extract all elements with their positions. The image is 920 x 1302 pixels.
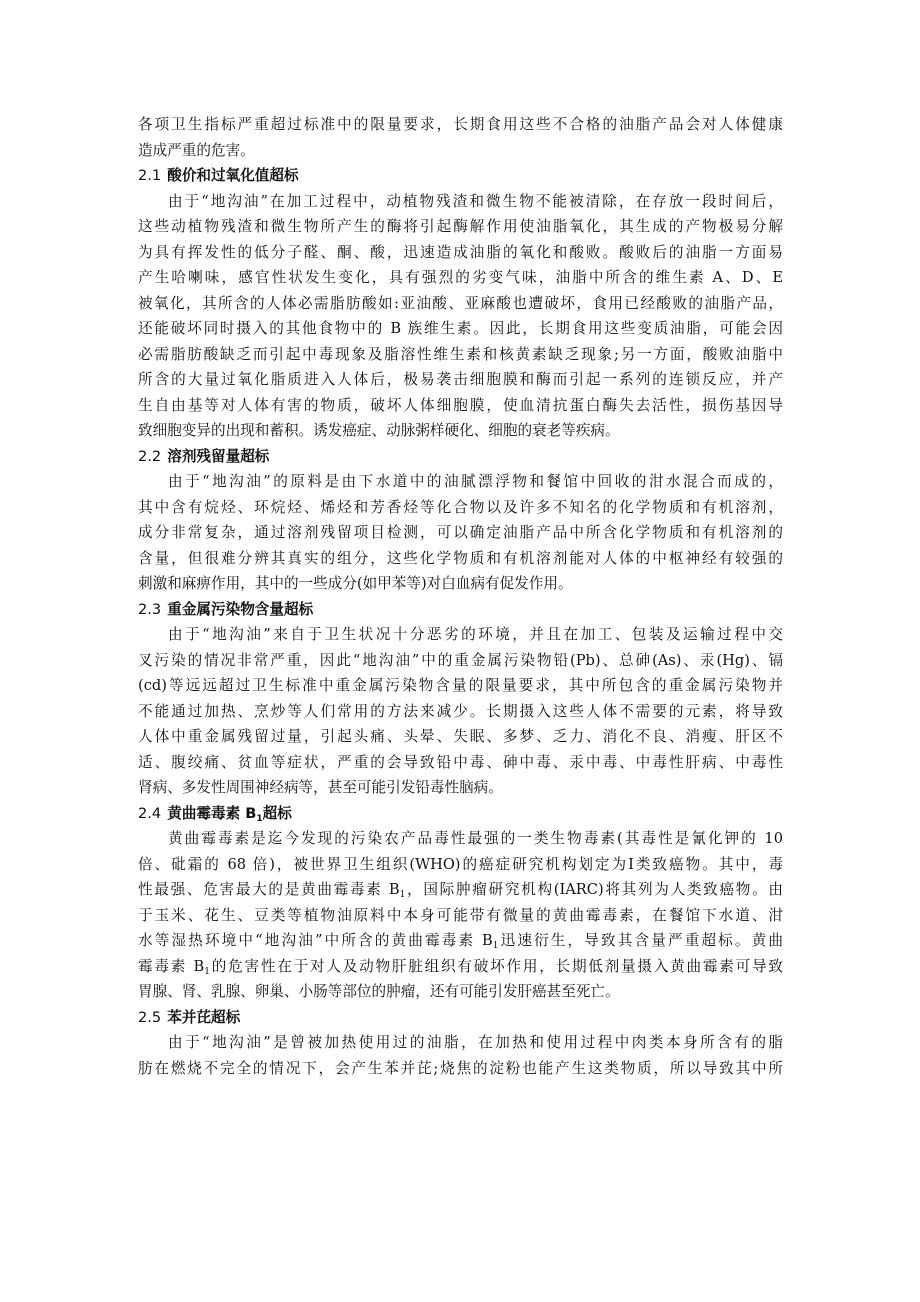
section-heading-2-1 bbox=[138, 163, 783, 189]
section-title: 溶剂残留量超标 bbox=[167, 447, 270, 465]
body-line: 产生哈喇味，感官性状发生变化，具有强烈的劣变气味，油脂中所含的维生素 A、D、E bbox=[138, 269, 783, 286]
body-line bbox=[138, 877, 783, 903]
body-line: 致细胞变异的出现和蓄积。诱发癌症、动脉粥样硬化、细胞的衰老等疾病。 bbox=[138, 422, 620, 439]
section-number: 2.2 bbox=[138, 447, 162, 465]
subscript: 1 bbox=[204, 966, 210, 977]
body-line: 含量，但很难分辨其真实的组分，这些化学物质和有机溶剂能对人体的中枢神经有较强的 bbox=[138, 549, 783, 567]
body-line: 生自由基等对人体有害的物质，破坏人体细胞膜，使血清抗蛋白酶失去活性，损伤基因导 bbox=[138, 396, 783, 414]
body-line: 人体中重金属残留过量，引起头痛、头晕、失眠、多梦、乏力、消化不良、消瘦、肝区不 bbox=[138, 728, 783, 745]
body-line: 这些动植物残渣和微生物所产生的酶将引起酶解作用使油脂氧化，其生成的产物极易分解 bbox=[138, 218, 783, 235]
body-line: 造成严重的危害。 bbox=[138, 141, 255, 159]
text-run: ，国际肿瘤研究机构(IARC)将其列为人类致癌物。由 bbox=[405, 881, 783, 898]
section-heading-2-4 bbox=[138, 801, 783, 827]
section-title-suffix: 超标 bbox=[262, 804, 292, 822]
text-run: 霉毒素 B bbox=[138, 957, 205, 975]
section-heading-2-2 bbox=[138, 444, 783, 470]
body-line: 其中含有烷烃、环烷烃、烯烃和芳香烃等化合物以及许多不知名的化学物质和有机溶剂， bbox=[138, 498, 783, 516]
body-line: 适、腹绞痛、贫血等症状，严重的会导致铅中毒、砷中毒、汞中毒、中毒性肝病、中毒性 bbox=[138, 753, 783, 771]
body-line bbox=[138, 954, 783, 980]
body-line bbox=[138, 928, 783, 954]
body-line: 叉污染的情况非常严重，因此“地沟油”中的重金属污染物铅(Pb)、总砷(As)、汞(Hg)、镉 bbox=[138, 651, 783, 669]
text-run: 水等湿热环境中“地沟油”中所含的黄曲霉毒素 B bbox=[138, 932, 493, 949]
body-line: 还能破坏同时摄入的其他食物中的 B 族维生素。因此，长期食用这些变质油脂，可能会因 bbox=[138, 320, 783, 337]
body-line: 刺激和麻痹作用，其中的一些成分(如甲苯等)对白血病有促发作用。 bbox=[138, 575, 573, 592]
body-line: 不能通过加热、烹炒等人们常用的方法来减少。长期摄入这些人体不需要的元素，将导致 bbox=[138, 702, 783, 720]
body-line: 肾病、多发性周围神经病等，甚至可能引发铅毒性脑病。 bbox=[138, 779, 503, 796]
body-line: 于玉米、花生、豆类等植物油原料中本身可能带有微量的黄曲霉毒素，在餐馆下水道、泔 bbox=[138, 906, 783, 924]
section-title: 黄曲霉毒素 B bbox=[167, 804, 257, 822]
body-line: 由于“地沟油”在加工过程中，动植物残渣和微生物不能被清除，在存放一段时间后， bbox=[168, 192, 783, 210]
body-line: 成分非常复杂，通过溶剂残留项目检测，可以确定油脂产品中所含化学物质和有机溶剂的 bbox=[138, 524, 783, 541]
body-line: 所含的大量过氧化脂质进入人体后，极易袭击细胞膜和酶而引起一系列的连锁反应，并产 bbox=[138, 371, 783, 388]
body-line: 必需脂肪酸缺乏而引起中毒现象及脂溶性维生素和核黄素缺乏现象;另一方面，酸败油脂中 bbox=[138, 345, 783, 363]
subscript: 1 bbox=[399, 890, 406, 900]
section-title: 重金属污染物含量超标 bbox=[167, 600, 314, 618]
body-line: 由于“地沟油”是曾被加热使用过的油脂，在加热和使用过程中肉类本身所含有的脂 bbox=[168, 1034, 783, 1051]
subscript: 1 bbox=[256, 813, 263, 824]
body-line: 由于“地沟油”来自于卫生状况十分恶劣的环境，并且在加工、包装及运输过程中交 bbox=[168, 626, 783, 643]
body-line: 由于“地沟油”的原料是由下水道中的油腻漂浮物和餐馆中回收的泔水混合而成的， bbox=[168, 473, 783, 490]
body-line: 黄曲霉毒素是迄今发现的污染农产品毒性最强的一类生物毒素(其毒性是氰化钾的 10 bbox=[168, 830, 783, 847]
section-number: 2.1 bbox=[138, 167, 162, 184]
text-run: 性最强、危害最大的是黄曲霉毒素 B bbox=[138, 881, 400, 898]
section-title: 酸价和过氧化值超标 bbox=[167, 167, 299, 184]
text-run: 迅速衍生，导致其含量严重超标。黄曲 bbox=[498, 932, 783, 949]
section-number: 2.5 bbox=[138, 1008, 162, 1026]
section-number: 2.3 bbox=[138, 600, 162, 618]
body-line: 倍、砒霜的 68 倍)，被世界卫生组织(WHO)的癌症研究机构划定为Ⅰ类致癌物。其中，毒 bbox=[138, 855, 783, 873]
section-title: 苯并芘超标 bbox=[167, 1008, 241, 1026]
body-line: (cd)等远远超过卫生标准中重金属污染物含量的限量要求，其中所包含的重金属污染物并 bbox=[138, 677, 783, 694]
body-line: 肪在燃烧不完全的情况下，会产生苯并芘;烧焦的淀粉也能产生这类物质，所以导致其中所 bbox=[138, 1059, 783, 1077]
body-line: 被氧化，其所含的人体必需脂肪酸如:亚油酸、亚麻酸也遭破坏，食用已经酸败的油脂产品， bbox=[138, 294, 783, 312]
body-line: 各项卫生指标严重超过标准中的限量要求，长期食用这些不合格的油脂产品会对人体健康 bbox=[138, 116, 783, 133]
body-line: 为具有挥发性的低分子醛、酮、酸，迅速造成油脂的氧化和酸败。酸败后的油脂一方面易 bbox=[138, 243, 783, 261]
section-heading-2-3 bbox=[138, 597, 783, 623]
text-run: 的危害性在于对人及动物肝脏组织有破坏作用，长期低剂量摄入黄曲霉素可导致 bbox=[210, 957, 783, 975]
section-heading-2-5 bbox=[138, 1005, 783, 1031]
subscript: 1 bbox=[492, 941, 499, 951]
body-line: 胃腺、肾、乳腺、卵巢、小肠等部位的肿瘤，还有可能引发肝癌甚至死亡。 bbox=[138, 983, 620, 1000]
document-body bbox=[138, 112, 783, 1081]
section-number: 2.4 bbox=[138, 804, 162, 822]
